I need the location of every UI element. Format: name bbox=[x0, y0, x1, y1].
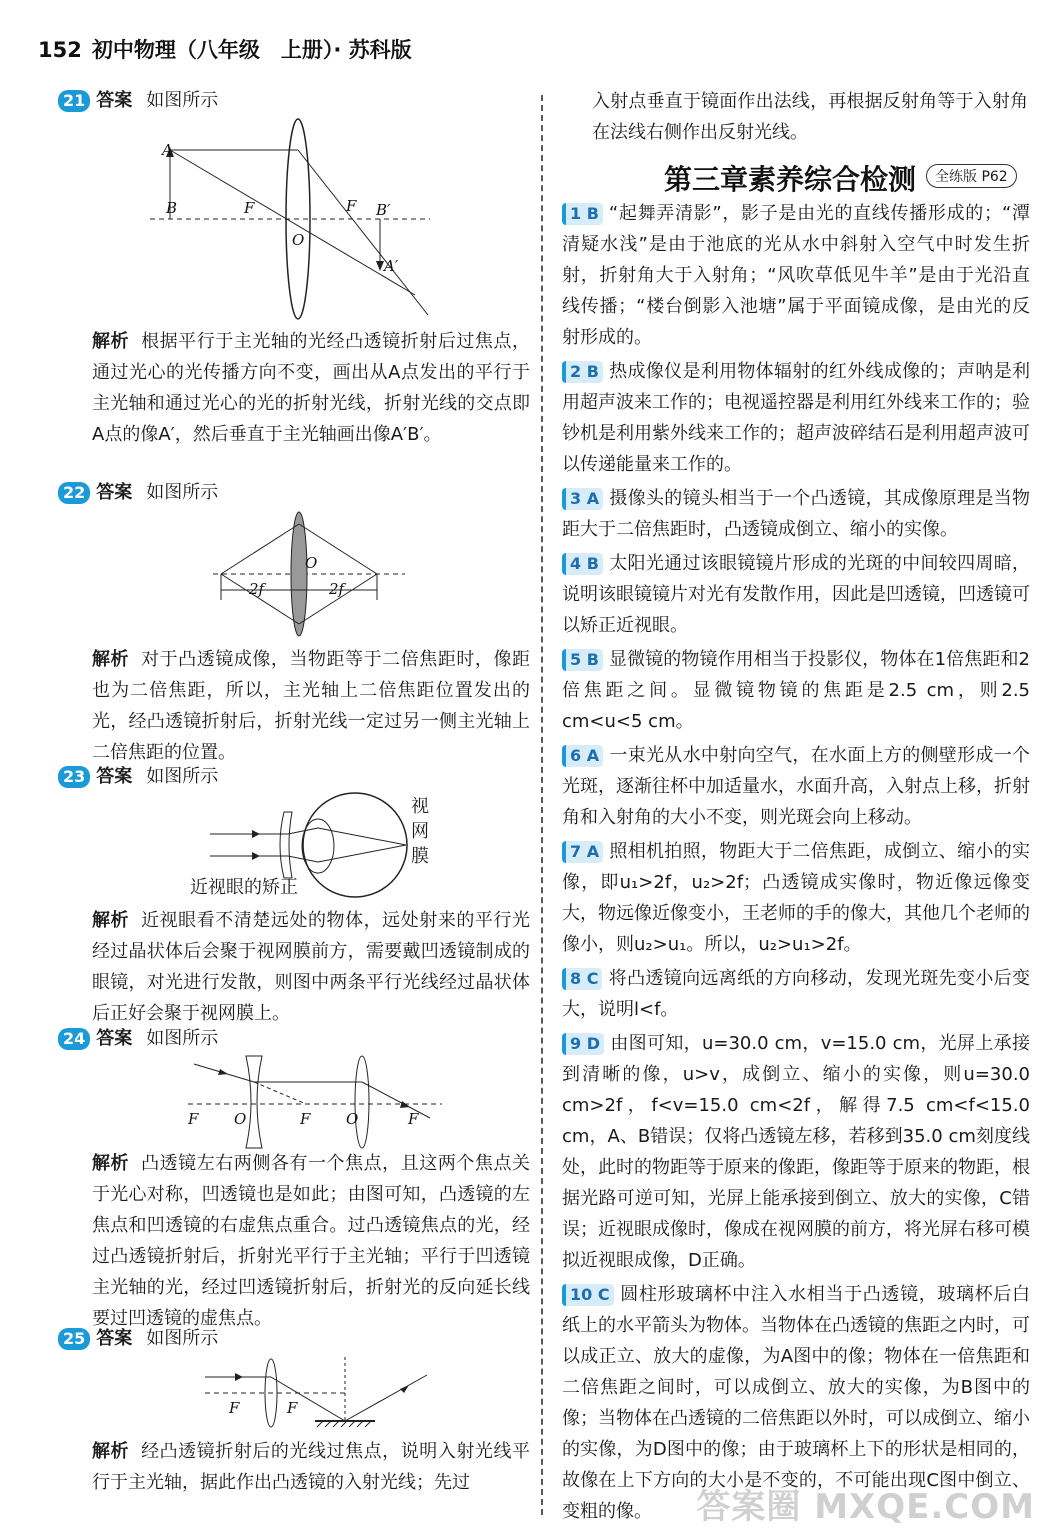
q21-label-F1: F bbox=[244, 199, 255, 217]
q24-label-O2: O bbox=[346, 1110, 359, 1128]
q23-retina-char-1: 视 bbox=[411, 796, 429, 817]
answer-text-9: 由图可知，u=30.0 cm，v=15.0 cm，光屏上承接到清晰的像，u>v，成倒立、缩小的实像，则u=30.0 cm>2f，f<v=15.0 cm<2f，解得7.5 cm<f<15.0 cm，A、B错误；仅将凸透镜左移，若移到35.0 cm刻度线处，此时的物距等于原来的像距，像距等于原来的物距，根据光路可逆可知，光屏上能承接到倒立、放大的实像，C错误；近视眼成像时，像成在视网膜的前方，将光屏右移可模拟近视眼成像，D正确。 bbox=[562, 1033, 1030, 1271]
answer-text-10: 圆柱形玻璃杯中注入水相当于凸透镜，玻璃杯后白纸上的水平箭头为物体。当物体在凸透镜的焦距之内时，可以成正立、放大的虚像，为A图中的像；物体在一倍焦距和二倍焦距之间时，可以成倒立、放大的实像，为B图中的像；当物体在凸透镜的二倍焦距以外时，可以成倒立、缩小的实像，为D图中的像；由于玻璃杯上下的形状是相同的，故像在上下方向的大小是不变的，不可能出现C图中倒立、变粗的像。 bbox=[562, 1284, 1030, 1522]
q22-figure bbox=[205, 510, 415, 640]
q21-analysis bbox=[92, 326, 530, 450]
q22-answer-text: 如图所示 bbox=[146, 482, 219, 503]
q25-answer-line bbox=[58, 1324, 218, 1354]
q21-label-O: O bbox=[292, 231, 305, 249]
answer-list bbox=[562, 198, 1030, 1530]
q23-analysis-text: 近视眼看不清楚远处的物体，远处射来的平行光经过晶状体后会聚于视网膜前方，需要戴凹透镜制成的眼镜，对光进行发散，则图中两条平行光线经过晶状体后正好会聚于视网膜上。 bbox=[92, 910, 531, 1024]
q25-analysis-label: 解析 bbox=[92, 1441, 130, 1462]
q21-label-A-prime: A′ bbox=[384, 257, 399, 275]
answer-text-5: 显微镜的物镜作用相当于投影仪，物体在1倍焦距和2倍焦距之间。显微镜物镜的焦距是2.5 cm，则2.5 cm<u<5 cm。 bbox=[562, 649, 1030, 732]
q24-label-F3: F bbox=[408, 1110, 419, 1128]
q21-label-F2: F bbox=[346, 197, 357, 215]
q21-label-B-prime: B′ bbox=[376, 201, 391, 219]
q22-analysis bbox=[92, 644, 530, 768]
q24-answer-line bbox=[58, 1024, 218, 1054]
q24-answer-label: 答案 bbox=[96, 1028, 133, 1049]
answer-tag-10: 10 C bbox=[562, 1284, 614, 1306]
answer-text-7: 照相机拍照，物距大于二倍焦距，成倒立、缩小的实像，即u₁>2f，u₂>2f；凸透镜成实像时，物近像远像变大，物远像近像变小，王老师的手的像大，其他几个老师的像小，则u₂>u₁。所以，u₂>u₁>2f。 bbox=[562, 841, 1030, 955]
answer-tag-7: 7 A bbox=[562, 841, 603, 863]
answer-item-2 bbox=[562, 356, 1030, 480]
q25-label-F1: F bbox=[229, 1399, 240, 1417]
answer-tag-6: 6 A bbox=[562, 745, 603, 767]
q21-label-B: B bbox=[166, 199, 178, 217]
q23-caption: 近视眼的矫正 bbox=[190, 877, 298, 898]
q22-analysis-text: 对于凸透镜成像，当物距等于二倍焦距时，像距也为二倍焦距，所以，主光轴上二倍焦距位置发出的光，经凸透镜折射后，折射光线一定过另一侧主光轴上二倍焦距的位置。 bbox=[92, 649, 531, 763]
q24-analysis-label: 解析 bbox=[92, 1153, 130, 1174]
q21-label-A: A bbox=[162, 141, 173, 159]
answer-item-5 bbox=[562, 644, 1030, 737]
column-divider bbox=[541, 95, 543, 1515]
q23-retina-char-3: 膜 bbox=[411, 846, 429, 867]
q25-answer-label: 答案 bbox=[96, 1328, 133, 1349]
answer-tag-8: 8 C bbox=[562, 968, 602, 990]
q24-label-F1: F bbox=[188, 1110, 199, 1128]
q22-label-2f-right: 2f bbox=[329, 580, 345, 598]
q25-analysis bbox=[92, 1436, 530, 1498]
q25-figure bbox=[195, 1355, 445, 1430]
q24-label-O1: O bbox=[234, 1110, 247, 1128]
q24-analysis-text: 凸透镜左右两侧各有一个焦点，且这两个焦点关于光心对称，凹透镜也是如此；由图可知，凸透镜的左焦点和凹透镜的右虚焦点重合。过凸透镜焦点的光，经过凸透镜折射后，折射光平行于主光轴；平行于凹透镜主光轴的光，经过凹透镜折射后，折射光的反向延长线要过凹透镜的虚焦点。 bbox=[92, 1153, 531, 1329]
answer-item-6 bbox=[562, 740, 1030, 833]
q21-analysis-label: 解析 bbox=[92, 331, 130, 352]
q24-analysis bbox=[92, 1148, 530, 1334]
q21-answer-label: 答案 bbox=[96, 90, 133, 111]
page-header bbox=[38, 34, 412, 64]
page-number: 152 bbox=[38, 38, 82, 62]
q23-retina-char-2: 网 bbox=[411, 821, 429, 842]
q22-badge: 22 bbox=[58, 482, 90, 504]
q21-analysis-text: 根据平行于主光轴的光经凸透镜折射后过焦点，通过光心的光传播方向不变，画出从A点发出的平行于主光轴和通过光心的光的折射光线，折射光线的交点即A点的像A′，然后垂直于主光轴画出像A′B′。 bbox=[92, 331, 531, 445]
q23-retina-label bbox=[408, 794, 432, 869]
answer-text-6: 一束光从水中射向空气，在水面上方的侧壁形成一个光斑，逐渐往杯中加适量水，水面升高，入射点上移，折射角和入射角的大小不变，则光斑会向上移动。 bbox=[562, 745, 1030, 828]
q21-figure bbox=[140, 115, 440, 330]
q21-badge: 21 bbox=[58, 90, 90, 112]
answer-text-8: 将凸透镜向远离纸的方向移动，发现光斑先变小后变大，说明l<f。 bbox=[562, 968, 1030, 1020]
q23-answer-label: 答案 bbox=[96, 766, 133, 787]
q24-answer-text: 如图所示 bbox=[146, 1028, 219, 1049]
q22-answer-line bbox=[58, 478, 218, 508]
q25-badge: 25 bbox=[58, 1328, 90, 1350]
q21-answer-text: 如图所示 bbox=[146, 90, 219, 111]
q25-answer-text: 如图所示 bbox=[146, 1328, 219, 1349]
q23-analysis bbox=[92, 905, 530, 1029]
answer-tag-2: 2 B bbox=[562, 361, 603, 383]
q25-label-F2: F bbox=[287, 1399, 298, 1417]
q23-badge: 23 bbox=[58, 766, 90, 788]
q23-answer-line bbox=[58, 762, 218, 792]
answer-item-1 bbox=[562, 198, 1030, 353]
answer-item-8 bbox=[562, 963, 1030, 1025]
answer-tag-4: 4 B bbox=[562, 553, 603, 575]
q25-analysis-text: 经凸透镜折射后的光线过焦点，说明入射光线平行于主光轴，据此作出凸透镜的入射光线；先过 bbox=[92, 1441, 531, 1493]
q24-badge: 24 bbox=[58, 1028, 90, 1050]
answer-item-3 bbox=[562, 483, 1030, 545]
answer-text-2: 热成像仪是利用物体辐射的红外线成像的；声呐是利用超声波来工作的；电视遥控器是利用红外线来工作的；验钞机是利用紫外线来工作的；超声波碎结石是利用超声波可以传递能量来工作的。 bbox=[562, 361, 1030, 475]
answer-item-4 bbox=[562, 548, 1030, 641]
answer-item-7 bbox=[562, 836, 1030, 960]
q22-analysis-label: 解析 bbox=[92, 649, 130, 670]
watermark: 答案圈 MXQE.COM bbox=[696, 1487, 1035, 1527]
section-page-ref: 全练版 P62 bbox=[926, 164, 1017, 188]
q23-analysis-label: 解析 bbox=[92, 910, 130, 931]
section-title: 第三章素养综合检测 bbox=[664, 163, 917, 196]
answer-text-3: 摄像头的镜头相当于一个凸透镜，其成像原理是当物距大于二倍焦距时，凸透镜成倒立、缩小的实像。 bbox=[562, 488, 1030, 540]
answer-text-1: “起舞弄清影”，影子是由光的直线传播形成的；“潭清疑水浅”是由于池底的光从水中斜射入空气中时发生折射，折射角大于入射角；“风吹草低见牛羊”是由于光沿直线传播；“楼台倒影入池塘”属于平面镜成像，是由光的反射形成的。 bbox=[562, 203, 1030, 348]
q21-answer-line bbox=[58, 86, 218, 116]
q22-answer-label: 答案 bbox=[96, 482, 133, 503]
q24-label-F2: F bbox=[300, 1110, 311, 1128]
q23-answer-text: 如图所示 bbox=[146, 766, 219, 787]
answer-text-4: 太阳光通过该眼镜镜片形成的光斑的中间较四周暗，说明该眼镜镜片对光有发散作用，因此是凹透镜，凹透镜可以矫正近视眼。 bbox=[562, 553, 1030, 636]
answer-tag-9: 9 D bbox=[562, 1033, 604, 1055]
answer-tag-1: 1 B bbox=[562, 203, 603, 225]
q22-label-O: O bbox=[305, 554, 318, 572]
answer-tag-3: 3 A bbox=[562, 488, 603, 510]
answer-tag-5: 5 B bbox=[562, 649, 603, 671]
answer-item-9 bbox=[562, 1028, 1030, 1276]
q22-label-2f-left: 2f bbox=[249, 580, 265, 598]
book-title: 初中物理（八年级 上册）· 苏科版 bbox=[91, 38, 412, 62]
q24-figure bbox=[180, 1052, 450, 1152]
q25-analysis-continued: 入射点垂直于镜面作出法线，再根据反射角等于入射角在法线右侧作出反射光线。 bbox=[592, 91, 1028, 143]
